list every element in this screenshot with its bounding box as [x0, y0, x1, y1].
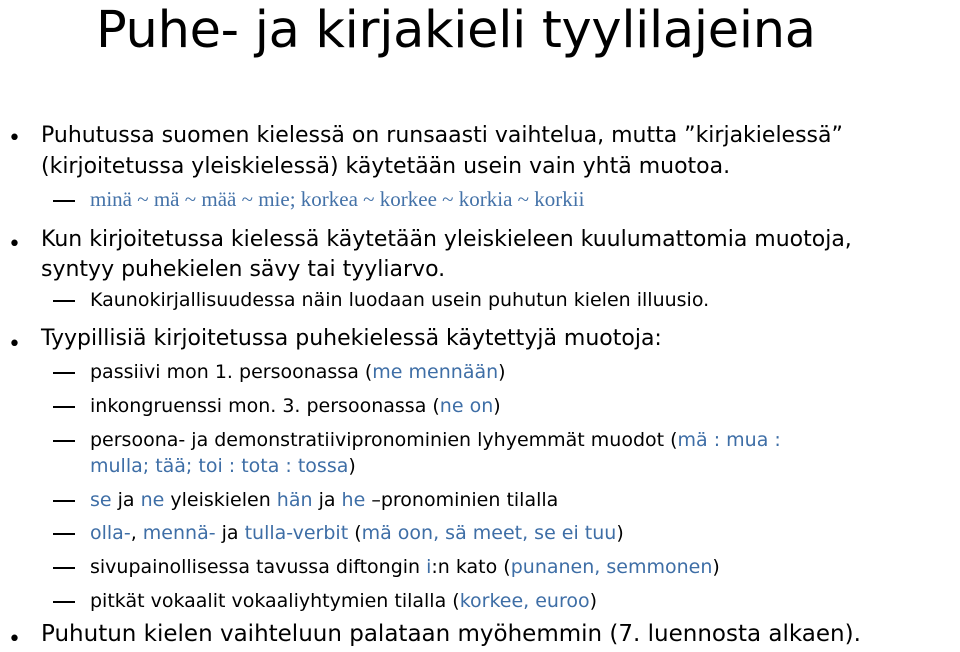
bullet-text: Puhutussa suomen kielessä on runsaasti vaihtelua, mutta ”kirjakielessä” [41, 123, 843, 148]
bullet-text: syntyy puhekielen sävy tai tyyliarvo. [41, 257, 446, 282]
bullet-dot: • [8, 332, 21, 357]
bullet-text: (kirjoitetussa yleiskielessä) käytetään usein vain yhtä muotoa. [41, 154, 731, 179]
sub-bullet-dash [53, 601, 75, 603]
form-item: pitkät vokaalit vokaaliyhtymien tilalla (korkee, euroo) [90, 590, 598, 612]
bullet-dot: • [8, 232, 21, 257]
bullet-text: Puhutun kielen vaihteluun palataan myöhemmin (7. luennosta alkaen). [41, 621, 861, 647]
form-item: se ja ne yleiskielen hän ja he –pronominien tilalla [90, 489, 559, 511]
slide-title: Puhe- ja kirjakieli tyylilajeina [96, 1, 816, 60]
sub-bullet-dash [53, 440, 75, 442]
sub-bullet-text: Kaunokirjallisuudessa näin luodaan usein puhutun kielen illuusio. [90, 289, 710, 311]
bullet-dot: • [8, 627, 21, 652]
sub-bullet-dash [53, 372, 75, 374]
bullet-text: Kun kirjoitetussa kielessä käytetään yleiskieleen kuulumattomia muotoja, [41, 227, 852, 252]
sub-bullet-dash [53, 533, 75, 535]
form-item-line1: persoona- ja demonstratiivipronominien lyhyemmät muodot (mä : mua : [90, 429, 781, 451]
form-item: olla-, mennä- ja tulla-verbit (mä oon, sä meet, se ei tuu) [90, 522, 624, 544]
form-item: inkongruenssi mon. 3. persoonassa (ne on) [90, 395, 501, 417]
sub-bullet-dash [53, 200, 75, 202]
sub-bullet-dash [53, 406, 75, 408]
sub-bullet-dash [53, 300, 75, 302]
bullet-text: Tyypillisiä kirjoitetussa puhekielessä käytettyjä muotoja: [41, 326, 662, 351]
form-item-line2: mulla; tää; toi : tota : tossa) [90, 455, 356, 477]
sub-bullet-text: minä ~ mä ~ mää ~ mie; korkea ~ korkee ~ korkia ~ korkii [90, 187, 585, 211]
form-item: sivupainollisessa tavussa diftongin i:n kato (punanen, semmonen) [90, 556, 720, 578]
sub-bullet-dash [53, 500, 75, 502]
form-item: passiivi mon 1. persoonassa (me mennään) [90, 361, 506, 383]
bullet-dot: • [8, 126, 21, 151]
sub-bullet-dash [53, 567, 75, 569]
